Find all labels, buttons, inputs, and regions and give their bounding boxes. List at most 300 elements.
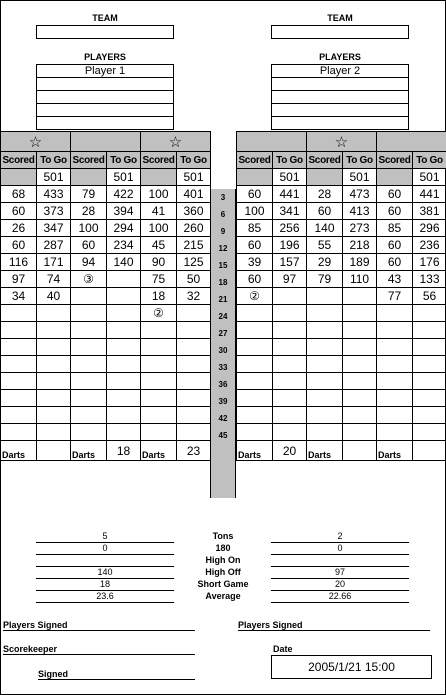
togo-cell[interactable]: 347 [37, 220, 71, 237]
togo-cell[interactable] [107, 322, 141, 339]
togo-header: To Go [343, 152, 377, 169]
scored-cell[interactable] [1, 407, 37, 424]
player-name-row[interactable] [272, 91, 408, 104]
player-name-row[interactable] [272, 78, 408, 91]
table-row [237, 424, 446, 441]
togo-cell[interactable]: 40 [37, 288, 71, 305]
stat-right-value: 20 [334, 579, 345, 589]
togo-cell[interactable] [273, 373, 307, 390]
left-team-field[interactable] [36, 25, 174, 39]
togo-cell[interactable]: 256 [273, 220, 307, 237]
table-row [237, 254, 446, 271]
scored-cell[interactable] [141, 407, 177, 424]
scored-cell[interactable]: 75 [141, 271, 177, 288]
togo-cell[interactable] [107, 373, 141, 390]
scored-cell[interactable] [141, 356, 177, 373]
togo-cell[interactable] [177, 322, 211, 339]
scored-cell[interactable]: ③ [71, 271, 107, 288]
togo-cell[interactable] [107, 390, 141, 407]
scored-cell[interactable] [1, 373, 37, 390]
player-name-row[interactable] [272, 117, 408, 130]
scored-cell[interactable] [141, 424, 177, 441]
scored-cell[interactable] [377, 373, 413, 390]
round-number: 6 [220, 210, 226, 219]
togo-cell[interactable]: 74 [37, 271, 71, 288]
scored-cell[interactable]: 94 [71, 254, 107, 271]
table-row [1, 203, 211, 220]
togo-cell[interactable]: 171 [37, 254, 71, 271]
togo-cell[interactable]: 296 [413, 220, 446, 237]
scored-cell[interactable] [71, 373, 107, 390]
togo-cell[interactable]: 133 [413, 271, 446, 288]
togo-cell[interactable] [273, 390, 307, 407]
table-row [1, 288, 211, 305]
togo-cell[interactable] [273, 424, 307, 441]
scored-cell[interactable] [377, 339, 413, 356]
stat-right-line[interactable] [271, 554, 409, 555]
scored-cell[interactable] [237, 339, 273, 356]
togo-cell[interactable]: 189 [343, 254, 377, 271]
togo-cell[interactable] [107, 407, 141, 424]
darts-label: Darts [307, 441, 343, 461]
scored-cell[interactable] [71, 322, 107, 339]
stat-label: High Off [205, 567, 241, 577]
togo-cell[interactable] [177, 424, 211, 441]
table-row [237, 271, 446, 288]
table-row [1, 254, 211, 271]
start-score-blank [1, 169, 37, 186]
start-score-blank [377, 169, 413, 186]
togo-cell[interactable]: 294 [107, 220, 141, 237]
togo-cell[interactable]: 215 [177, 237, 211, 254]
round-number: 39 [218, 397, 228, 406]
scored-cell[interactable]: ② [141, 305, 177, 322]
player-name-row[interactable]: Player 2 [272, 65, 408, 78]
scored-cell[interactable]: 116 [1, 254, 37, 271]
togo-cell[interactable] [273, 305, 307, 322]
round-number: 12 [218, 244, 228, 253]
scored-cell[interactable] [237, 424, 273, 441]
togo-cell[interactable]: 433 [37, 186, 71, 203]
togo-header: To Go [273, 152, 307, 169]
togo-cell[interactable] [37, 424, 71, 441]
players-signed-left-label: Players Signed [3, 620, 68, 630]
right-players-label: PLAYERS [319, 52, 361, 62]
player-name-row[interactable] [37, 104, 173, 117]
table-row [1, 220, 211, 237]
togo-cell[interactable] [343, 288, 377, 305]
scored-cell[interactable]: 28 [307, 186, 343, 203]
togo-cell[interactable] [37, 322, 71, 339]
togo-cell[interactable]: 50 [177, 271, 211, 288]
togo-cell[interactable] [177, 356, 211, 373]
togo-cell[interactable]: 441 [273, 186, 307, 203]
togo-cell[interactable]: 260 [177, 220, 211, 237]
togo-cell[interactable] [273, 407, 307, 424]
togo-cell[interactable] [343, 322, 377, 339]
scored-cell[interactable] [237, 356, 273, 373]
scored-cell[interactable]: 97 [1, 271, 37, 288]
togo-cell[interactable] [413, 424, 446, 441]
stat-left-line[interactable] [36, 554, 174, 555]
scored-cell[interactable] [237, 322, 273, 339]
darts-count[interactable]: 20 [273, 441, 307, 461]
togo-cell[interactable] [413, 407, 446, 424]
togo-cell[interactable]: 381 [413, 203, 446, 220]
scored-cell[interactable] [71, 407, 107, 424]
date-field[interactable]: 2005/1/21 15:00 [271, 655, 432, 679]
togo-cell[interactable] [107, 305, 141, 322]
scored-header: Scored [377, 152, 413, 169]
scored-cell[interactable]: 85 [237, 220, 273, 237]
round-number: 21 [218, 295, 228, 304]
star-mark-empty [71, 132, 141, 152]
scored-cell[interactable] [141, 322, 177, 339]
player-name-row[interactable] [37, 91, 173, 104]
scored-cell[interactable]: 79 [71, 186, 107, 203]
table-row [237, 237, 446, 254]
table-row [237, 288, 446, 305]
table-row [237, 339, 446, 356]
star-mark-empty [237, 132, 307, 152]
right-team-field[interactable] [271, 25, 409, 39]
togo-cell[interactable] [107, 271, 141, 288]
scored-cell[interactable]: 60 [377, 186, 413, 203]
togo-cell[interactable] [413, 305, 446, 322]
scored-cell[interactable]: 41 [141, 203, 177, 220]
scorekeeper-line[interactable] [3, 654, 195, 655]
start-score: 501 [413, 169, 446, 186]
scored-cell[interactable]: 29 [307, 254, 343, 271]
stat-left-value: 18 [99, 579, 110, 589]
star-mark-empty [377, 132, 446, 152]
scored-header: Scored [1, 152, 37, 169]
togo-cell[interactable] [413, 339, 446, 356]
scored-cell[interactable] [307, 305, 343, 322]
scored-cell[interactable] [307, 373, 343, 390]
scored-cell[interactable]: 55 [307, 237, 343, 254]
scored-cell[interactable]: 100 [71, 220, 107, 237]
start-score: 501 [107, 169, 141, 186]
round-number: 30 [218, 346, 228, 355]
scored-cell[interactable]: 60 [307, 203, 343, 220]
togo-cell[interactable] [343, 373, 377, 390]
scored-cell[interactable] [237, 390, 273, 407]
togo-cell[interactable]: 394 [107, 203, 141, 220]
round-number: 3 [220, 193, 226, 202]
togo-cell[interactable] [343, 424, 377, 441]
round-number: 36 [218, 380, 228, 389]
scored-cell[interactable]: 77 [377, 288, 413, 305]
togo-cell[interactable] [177, 373, 211, 390]
darts-count[interactable] [37, 441, 71, 461]
scored-cell[interactable]: 68 [1, 186, 37, 203]
togo-cell[interactable]: 140 [107, 254, 141, 271]
scored-cell[interactable] [377, 356, 413, 373]
round-number: 33 [218, 363, 228, 372]
scored-cell[interactable] [1, 305, 37, 322]
table-row [1, 305, 211, 322]
start-score-blank [307, 169, 343, 186]
left-team-label: TEAM [92, 13, 118, 23]
darts-count[interactable]: 23 [177, 441, 211, 461]
scored-cell[interactable] [1, 356, 37, 373]
right-score-table [236, 131, 446, 461]
scored-cell[interactable]: 60 [71, 237, 107, 254]
scored-cell[interactable] [71, 424, 107, 441]
scored-cell[interactable] [377, 424, 413, 441]
table-row [1, 339, 211, 356]
togo-header: To Go [107, 152, 141, 169]
scored-cell[interactable] [1, 322, 37, 339]
togo-cell[interactable] [343, 407, 377, 424]
scored-cell[interactable] [1, 390, 37, 407]
togo-cell[interactable] [37, 390, 71, 407]
scored-cell[interactable] [71, 288, 107, 305]
darts-label: Darts [377, 441, 413, 461]
star-mark: ☆ [141, 132, 211, 152]
start-score-blank [71, 169, 107, 186]
scored-cell[interactable] [377, 407, 413, 424]
player-name-row[interactable] [37, 78, 173, 91]
togo-cell[interactable]: 234 [107, 237, 141, 254]
stat-left-value: 5 [102, 531, 108, 541]
scored-cell[interactable]: 34 [1, 288, 37, 305]
scored-cell[interactable] [307, 390, 343, 407]
scored-cell[interactable]: 60 [377, 237, 413, 254]
scored-cell[interactable] [307, 339, 343, 356]
round-number: 9 [220, 227, 226, 236]
table-row [237, 407, 446, 424]
start-score: 501 [273, 169, 307, 186]
togo-cell[interactable]: 287 [37, 237, 71, 254]
togo-cell[interactable]: 125 [177, 254, 211, 271]
togo-cell[interactable] [273, 322, 307, 339]
table-row [1, 237, 211, 254]
scored-cell[interactable] [71, 339, 107, 356]
scored-cell[interactable] [71, 356, 107, 373]
star-mark: ☆ [307, 132, 377, 152]
togo-cell[interactable] [177, 407, 211, 424]
togo-cell[interactable]: 236 [413, 237, 446, 254]
round-number: 42 [218, 414, 228, 423]
darts-label: Darts [237, 441, 273, 461]
start-score: 501 [37, 169, 71, 186]
darts-label: Darts [141, 441, 177, 461]
scored-cell[interactable] [377, 390, 413, 407]
togo-cell[interactable] [413, 322, 446, 339]
scored-cell[interactable] [1, 339, 37, 356]
togo-header: To Go [413, 152, 446, 169]
scored-cell[interactable]: 90 [141, 254, 177, 271]
stat-label: Short Game [197, 579, 249, 589]
togo-cell[interactable]: 56 [413, 288, 446, 305]
stat-right-value: 97 [334, 567, 345, 577]
togo-cell[interactable] [37, 356, 71, 373]
table-row [237, 220, 446, 237]
stat-label: Tons [212, 531, 234, 541]
togo-cell[interactable] [413, 390, 446, 407]
togo-cell[interactable]: 341 [273, 203, 307, 220]
table-row [237, 186, 446, 203]
togo-cell[interactable]: 110 [343, 271, 377, 288]
togo-cell[interactable] [37, 373, 71, 390]
scored-cell[interactable]: 28 [71, 203, 107, 220]
togo-cell[interactable]: 176 [413, 254, 446, 271]
scored-cell[interactable]: 100 [141, 220, 177, 237]
scored-cell[interactable]: 18 [141, 288, 177, 305]
scored-cell[interactable] [71, 390, 107, 407]
scored-cell[interactable]: 60 [237, 186, 273, 203]
togo-cell[interactable]: 196 [273, 237, 307, 254]
round-number: 15 [218, 261, 228, 270]
togo-cell[interactable] [273, 339, 307, 356]
scored-cell[interactable] [237, 373, 273, 390]
scored-cell[interactable]: 100 [237, 203, 273, 220]
togo-cell[interactable] [343, 339, 377, 356]
signed-line[interactable] [38, 679, 195, 680]
scored-cell[interactable]: 43 [377, 271, 413, 288]
scored-cell[interactable] [307, 288, 343, 305]
togo-cell[interactable] [37, 305, 71, 322]
scored-cell[interactable] [307, 407, 343, 424]
table-row [237, 203, 446, 220]
stat-left-line[interactable] [36, 602, 174, 603]
darts-label: Darts [71, 441, 107, 461]
togo-cell[interactable] [413, 373, 446, 390]
scored-cell[interactable]: 79 [307, 271, 343, 288]
darts-label: Darts [1, 441, 37, 461]
table-row [1, 373, 211, 390]
stat-label: Average [205, 591, 241, 601]
togo-cell[interactable]: 97 [273, 271, 307, 288]
darts-count[interactable] [343, 441, 377, 461]
stat-label: 180 [215, 543, 231, 553]
togo-cell[interactable] [273, 356, 307, 373]
togo-cell[interactable] [37, 407, 71, 424]
togo-cell[interactable] [273, 288, 307, 305]
stat-right-value: 2 [337, 531, 343, 541]
togo-cell[interactable] [177, 390, 211, 407]
table-row [1, 271, 211, 288]
players-signed-left-line[interactable] [3, 630, 195, 631]
scored-cell[interactable]: 140 [307, 220, 343, 237]
darts-count[interactable]: 18 [107, 441, 141, 461]
togo-cell[interactable] [343, 356, 377, 373]
scored-cell[interactable]: 60 [1, 203, 37, 220]
scored-cell[interactable] [141, 373, 177, 390]
scored-cell[interactable] [307, 322, 343, 339]
scored-cell[interactable] [377, 305, 413, 322]
table-row [1, 407, 211, 424]
togo-cell[interactable] [107, 356, 141, 373]
scored-cell[interactable] [237, 305, 273, 322]
scored-cell[interactable] [307, 424, 343, 441]
scored-cell[interactable] [1, 424, 37, 441]
togo-cell[interactable]: 360 [177, 203, 211, 220]
togo-cell[interactable] [177, 305, 211, 322]
player-name-row[interactable] [272, 104, 408, 117]
scored-cell[interactable] [71, 305, 107, 322]
table-row [1, 322, 211, 339]
stat-left-value: 0 [102, 543, 108, 553]
start-score: 501 [343, 169, 377, 186]
togo-cell[interactable]: 157 [273, 254, 307, 271]
scored-cell[interactable]: 60 [377, 254, 413, 271]
scored-cell[interactable]: 60 [237, 271, 273, 288]
togo-cell[interactable]: 218 [343, 237, 377, 254]
left-players-list [36, 64, 174, 130]
scored-header: Scored [141, 152, 177, 169]
scored-header: Scored [71, 152, 107, 169]
togo-cell[interactable]: 373 [37, 203, 71, 220]
togo-cell[interactable]: 413 [343, 203, 377, 220]
scored-cell[interactable] [307, 356, 343, 373]
togo-cell[interactable] [177, 339, 211, 356]
scored-cell[interactable]: 85 [377, 220, 413, 237]
player-name-row[interactable]: Player 1 [37, 65, 173, 78]
table-row [1, 356, 211, 373]
togo-cell[interactable] [343, 305, 377, 322]
scored-cell[interactable]: 100 [141, 186, 177, 203]
players-signed-right-line[interactable] [238, 630, 430, 631]
togo-cell[interactable]: 273 [343, 220, 377, 237]
stat-right-value: 0 [337, 543, 343, 553]
scored-cell[interactable]: 45 [141, 237, 177, 254]
scored-header: Scored [307, 152, 343, 169]
scored-cell[interactable] [237, 407, 273, 424]
round-number-column [210, 189, 236, 498]
table-row [237, 356, 446, 373]
table-row [1, 390, 211, 407]
togo-cell[interactable]: 473 [343, 186, 377, 203]
togo-cell[interactable] [107, 339, 141, 356]
stat-left-value: 140 [97, 567, 113, 577]
stat-right-line[interactable] [271, 602, 409, 603]
scored-cell[interactable]: 60 [377, 203, 413, 220]
darts-count[interactable] [413, 441, 446, 461]
togo-cell[interactable] [107, 424, 141, 441]
togo-cell[interactable] [343, 390, 377, 407]
togo-cell[interactable]: 441 [413, 186, 446, 203]
table-row [237, 373, 446, 390]
scored-cell[interactable] [141, 390, 177, 407]
start-score-blank [141, 169, 177, 186]
date-label: Date [273, 644, 293, 654]
scored-cell[interactable]: 39 [237, 254, 273, 271]
togo-cell[interactable]: 32 [177, 288, 211, 305]
stat-label: High On [205, 555, 241, 565]
togo-cell[interactable] [37, 339, 71, 356]
round-number: 27 [218, 329, 228, 338]
scored-cell[interactable]: 60 [1, 237, 37, 254]
togo-cell[interactable] [107, 288, 141, 305]
scored-cell[interactable]: 60 [237, 237, 273, 254]
player-name-row[interactable] [37, 117, 173, 130]
start-score-blank [237, 169, 273, 186]
scored-cell[interactable] [377, 322, 413, 339]
players-signed-right-label: Players Signed [238, 620, 303, 630]
star-mark: ☆ [1, 132, 71, 152]
scored-cell[interactable]: ② [237, 288, 273, 305]
scored-cell[interactable] [141, 339, 177, 356]
togo-cell[interactable]: 401 [177, 186, 211, 203]
togo-cell[interactable] [413, 356, 446, 373]
togo-cell[interactable]: 422 [107, 186, 141, 203]
table-row [1, 186, 211, 203]
scored-cell[interactable]: 26 [1, 220, 37, 237]
round-number: 45 [218, 431, 228, 440]
